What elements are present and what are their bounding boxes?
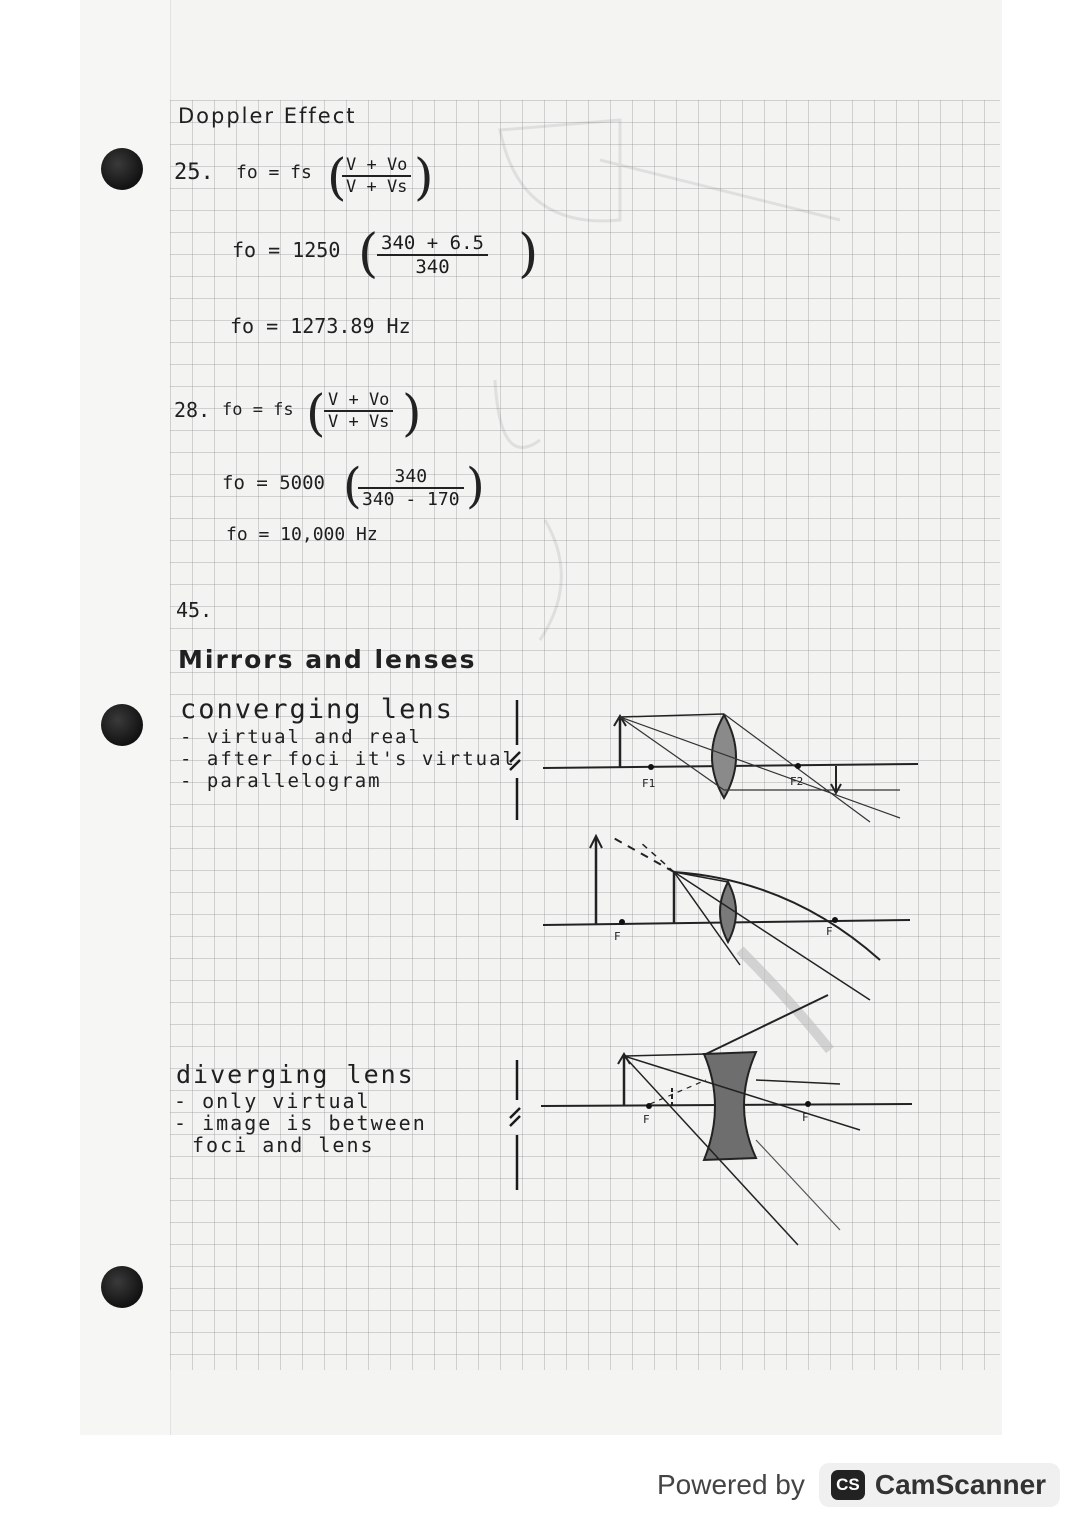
powered-by-text: Powered by bbox=[657, 1469, 805, 1500]
section-title-mirrors: Mirrors and lenses bbox=[178, 645, 477, 674]
camscanner-brand: CamScanner bbox=[874, 1469, 1047, 1500]
formula-25-numerator: V + Vo bbox=[342, 155, 411, 177]
list-item: - virtual and real bbox=[180, 726, 422, 748]
focal-point-f2 bbox=[795, 763, 801, 769]
virtual-ray bbox=[640, 842, 674, 872]
converging-diagram-2 bbox=[543, 836, 910, 1050]
problem-number-25: 25. bbox=[174, 160, 214, 185]
list-item: - parallelogram bbox=[180, 770, 382, 792]
section-title-doppler: Doppler Effect bbox=[178, 104, 357, 128]
bleed-through-mark bbox=[495, 380, 540, 448]
converging-lens-shape bbox=[712, 715, 736, 798]
converging-lens-shape bbox=[720, 882, 736, 942]
substitution-25-lhs: fo = 1250 bbox=[232, 238, 341, 262]
converging-lens-title: converging lens bbox=[180, 694, 454, 725]
formula-25-lhs: fo = fs bbox=[236, 162, 312, 183]
ray bbox=[756, 1140, 840, 1230]
list-item: - only virtual bbox=[174, 1089, 371, 1113]
paren-close: ) bbox=[518, 224, 539, 284]
paren-close: ) bbox=[402, 384, 422, 442]
label-f1: F1 bbox=[642, 777, 656, 790]
substitution-28-denominator: 340 - 170 bbox=[362, 489, 460, 510]
substitution-25-denominator: 340 bbox=[415, 256, 450, 278]
formula-28-denominator: V + Vs bbox=[328, 412, 390, 432]
virtual-ray bbox=[650, 1080, 706, 1104]
focal-point bbox=[619, 919, 625, 925]
label-f: F bbox=[826, 925, 833, 938]
paren-open: ( bbox=[343, 458, 362, 514]
paren-open: ( bbox=[327, 148, 347, 206]
label-f: F bbox=[614, 930, 621, 943]
camscanner-logo-icon: CS bbox=[831, 1470, 865, 1500]
camscanner-badge bbox=[819, 1463, 1060, 1507]
focal-point bbox=[805, 1101, 811, 1107]
result-25: fo = 1273.89 Hz bbox=[230, 314, 411, 338]
paren-close: ) bbox=[414, 148, 434, 206]
list-item: - image is between bbox=[174, 1111, 427, 1135]
bleed-through-mark bbox=[540, 520, 561, 640]
virtual-ray bbox=[610, 836, 674, 872]
diverging-lens-title: diverging lens bbox=[176, 1060, 415, 1089]
ray bbox=[624, 1054, 706, 1056]
substitution-28-numerator: 340 bbox=[358, 466, 464, 489]
ray bbox=[620, 714, 724, 717]
paren-open: ( bbox=[306, 384, 326, 442]
bleed-through-mark bbox=[600, 160, 840, 220]
label-f2: F2 bbox=[790, 775, 804, 788]
substitution-25-numerator: 340 + 6.5 bbox=[377, 232, 488, 256]
formula-28-lhs: fo = fs bbox=[222, 400, 294, 420]
paren-close: ) bbox=[466, 458, 485, 514]
formula-28-numerator: V + Vo bbox=[324, 390, 393, 412]
problem-number-28: 28. bbox=[174, 398, 211, 422]
bleed-through-mark bbox=[500, 120, 620, 221]
list-item: foci and lens bbox=[192, 1133, 375, 1157]
label-f: F bbox=[802, 1111, 809, 1124]
result-28: fo = 10,000 Hz bbox=[226, 524, 378, 545]
scanner-watermark bbox=[657, 1462, 1060, 1508]
focal-point-f1 bbox=[648, 764, 654, 770]
focal-point bbox=[646, 1103, 652, 1109]
list-item: - after foci it's virtual bbox=[180, 748, 516, 770]
ray bbox=[756, 1080, 840, 1084]
converging-diagram-1 bbox=[543, 714, 918, 822]
ray bbox=[624, 1056, 798, 1245]
focal-point bbox=[832, 917, 838, 923]
ray bbox=[620, 717, 724, 790]
paren-open: ( bbox=[358, 224, 379, 284]
label-f: F bbox=[643, 1113, 650, 1126]
diverging-diagram bbox=[541, 995, 912, 1245]
formula-25-denominator: V + Vs bbox=[346, 177, 408, 197]
problem-number-45: 45. bbox=[176, 598, 213, 622]
substitution-28-lhs: fo = 5000 bbox=[222, 472, 325, 494]
